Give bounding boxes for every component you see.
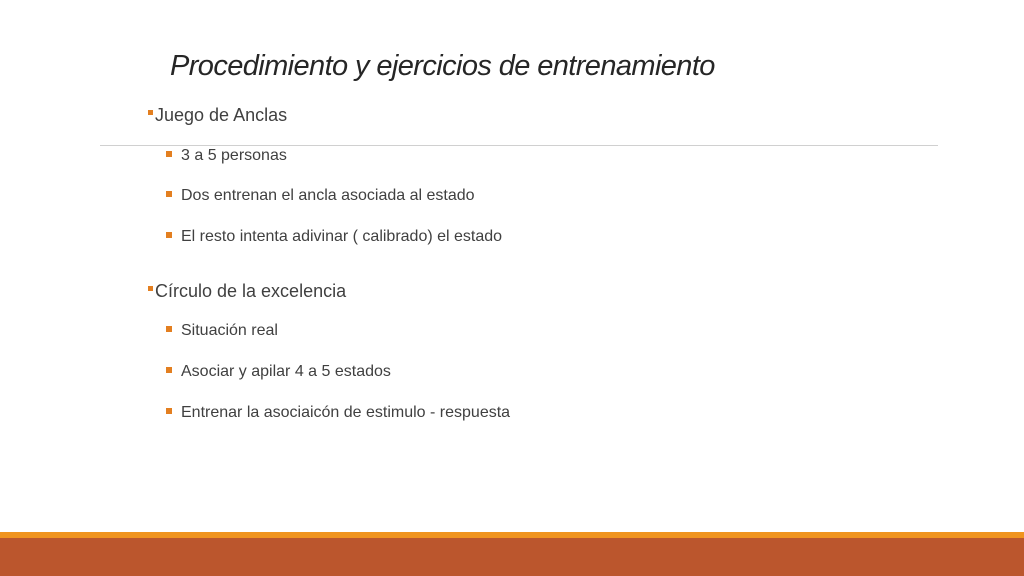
list-item-text: El resto intenta adivinar ( calibrado) el estado: [181, 228, 503, 245]
list-item: [166, 226, 502, 248]
square-bullet-icon: [166, 191, 172, 197]
list-item: [166, 402, 510, 424]
list-item-text: Dos entrenan el ancla asociada al estado: [181, 187, 475, 204]
list-item-text: Situación real: [181, 322, 278, 339]
square-bullet-icon: [166, 232, 172, 238]
square-bullet-icon: [166, 151, 172, 157]
list-item-text: Asociar y apilar 4 a 5 estados: [181, 363, 391, 380]
square-bullet-icon: [148, 286, 153, 291]
list-item: [166, 185, 475, 207]
square-bullet-icon: [166, 408, 172, 414]
list-item-text: 3 a 5 personas: [181, 147, 287, 164]
list-item: [166, 320, 278, 342]
list-item-text: Entrenar la asociaicón de estimulo - respuesta: [181, 404, 511, 421]
list-item: [166, 145, 287, 167]
slide-title: Procedimiento y ejercicios de entrenamiento: [170, 50, 715, 82]
list-item: [166, 361, 391, 383]
square-bullet-icon: [148, 110, 153, 115]
square-bullet-icon: [166, 367, 172, 373]
section-heading: [148, 279, 346, 303]
section-heading: [148, 103, 287, 127]
square-bullet-icon: [166, 326, 172, 332]
footer-band: [0, 538, 1024, 576]
section-heading-text: Círculo de la excelencia: [155, 281, 347, 301]
section-heading-text: Juego de Anclas: [155, 105, 288, 125]
